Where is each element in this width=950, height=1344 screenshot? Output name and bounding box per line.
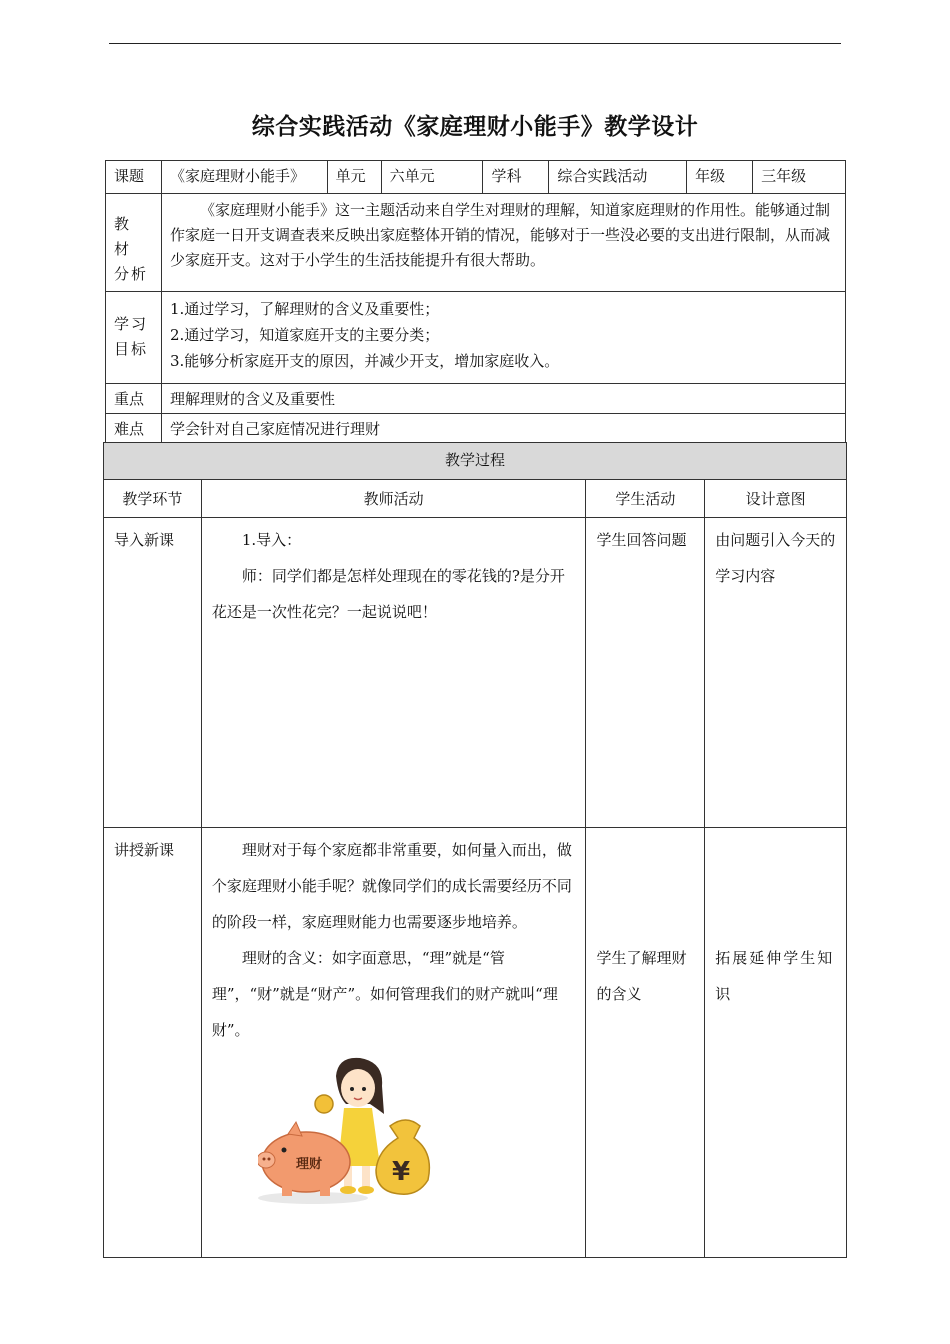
subject-value: 综合实践活动 [549, 161, 687, 194]
teacher-paragraph: 理财的含义：如字面意思，“理”就是“管理”，“财”就是“财产”。如何管理我们的财产就叫“理财”。 [211, 949, 558, 1039]
teacher-paragraph: 师：同学们都是怎样处理现在的零花钱的?是分开花还是一次性花完？一起说说吧！ [211, 567, 565, 621]
header-teacher: 教师活动 [201, 480, 586, 518]
process-table [103, 442, 847, 1258]
pig-text: 理财 [295, 1157, 322, 1172]
info-table [105, 160, 846, 445]
goals-list [161, 292, 845, 384]
analysis-label-line2: 分析 [114, 265, 149, 283]
difficulty-label: 难点 [106, 414, 162, 445]
intent-cell [705, 828, 847, 1258]
goals-label-line1: 学习 [114, 315, 149, 333]
table-row [104, 518, 847, 828]
analysis-label-line1: 教 材 [114, 215, 132, 258]
analysis-label [106, 194, 162, 292]
page-title: 综合实践活动《家庭理财小能手》教学设计 [251, 114, 699, 140]
header-intent: 设计意图 [705, 480, 847, 518]
teacher-cell [201, 828, 586, 1258]
difficulty-value: 学会针对自己家庭情况进行理财 [161, 414, 845, 445]
teacher-paragraph: 理财对于每个家庭都非常重要，如何量入而出，做个家庭理财小能手呢？就像同学们的成长需要经历不同的阶段一样，家庭理财能力也需要逐步地培养。 [211, 841, 572, 931]
key-value: 理解理财的含义及重要性 [161, 384, 845, 414]
unit-value: 六单元 [381, 161, 483, 194]
key-label: 重点 [106, 384, 162, 414]
goal-item: 2.通过学习，知道家庭开支的主要分类； [169, 326, 440, 344]
stage-cell: 导入新课 [104, 518, 202, 828]
student-cell [586, 828, 705, 1258]
goals-label [106, 292, 162, 384]
student-cell: 学生回答问题 [586, 518, 705, 828]
piggy-bank-girl-illustration [258, 1056, 438, 1206]
topic-label: 课题 [106, 161, 162, 194]
goal-item: 1.通过学习，了解理财的含义及重要性； [169, 300, 440, 318]
intent-text: 拓展延伸学生知识 [715, 949, 835, 1003]
topic-value: 《家庭理财小能手》 [161, 161, 327, 194]
analysis-text: 《家庭理财小能手》这一主题活动来自学生对理财的理解，知道家庭理财的作用性。能够通过制作家庭一日开支调查表来反映出家庭整体开销的情况，能够对于一些没必要的支出进行限制，从而减少家庭开支。这对于小学生的生活技能提升有很大帮助。 [161, 194, 845, 292]
teacher-paragraph: 1.导入： [241, 531, 302, 549]
unit-label: 单元 [327, 161, 381, 194]
teacher-cell [201, 518, 586, 828]
subject-label: 学科 [483, 161, 549, 194]
grade-value: 三年级 [753, 161, 846, 194]
bag-symbol: ¥ [391, 1157, 410, 1187]
stage-cell: 讲授新课 [104, 828, 202, 1258]
goals-label-line2: 目标 [114, 340, 149, 358]
intent-cell: 由问题引入今天的学习内容 [705, 518, 847, 828]
header-student: 学生活动 [586, 480, 705, 518]
table-row [104, 828, 847, 1258]
goal-item: 3.能够分析家庭开支的原因，并减少开支，增加家庭收入。 [169, 352, 560, 370]
process-band-title: 教学过程 [104, 443, 847, 480]
student-text: 学生了解理财的含义 [596, 949, 687, 1003]
header-rule [109, 43, 841, 44]
grade-label: 年级 [687, 161, 753, 194]
header-stage: 教学环节 [104, 480, 202, 518]
